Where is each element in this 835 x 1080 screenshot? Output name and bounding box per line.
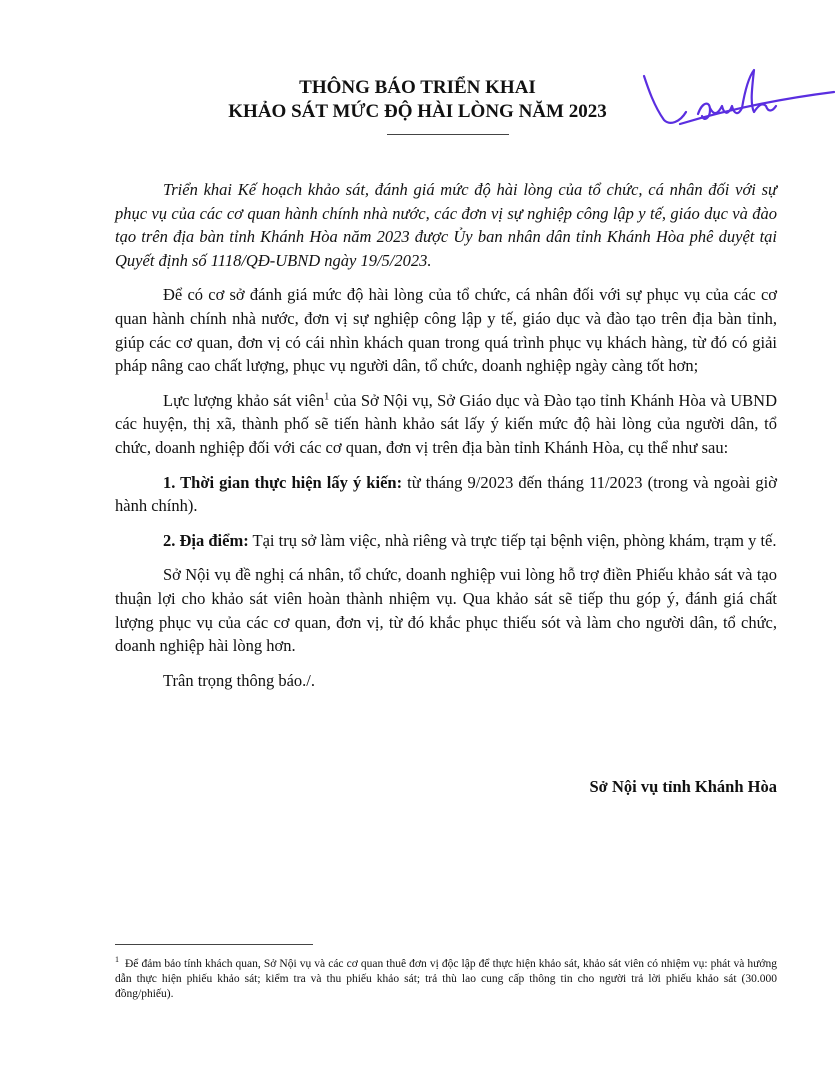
survey-force-text-end: của Sở Nội vụ, Sở Giáo dục và Đào tạo tỉnh Khánh Hòa và UBND các huyện, thị xã, thành phố sẽ tiến hành khảo sát lấy ý kiến mức độ hài lòng của người dân, tổ chức, doanh nghiệp đối với các cơ quan, đơn vị trên địa bàn tỉnh Khánh Hòa, cụ thể như sau: xyxy=(115,390,777,457)
title-line-1: THÔNG BÁO TRIỂN KHAI xyxy=(299,77,536,98)
location-item-text: Tại trụ sở làm việc, nhà riêng và trực tiếp tại bệnh viện, phòng khám, trạm y tế. xyxy=(248,530,777,550)
time-item-text: từ tháng 9/2023 đến tháng 11/2023 (trong và ngoài giờ hành chính). xyxy=(115,472,777,516)
footnote-text: Để đảm bảo tính khách quan, Sở Nội vụ và các cơ quan thuê đơn vị độc lập để thực hiện khảo sát, khảo sát viên có nhiệm vụ: phát và hướng dẫn thực hiện phiếu khảo sát; kiểm tra và thu phiếu khảo sát; trả thù lao cung cấp thông tin cho người trả lời phiếu khảo sát (30.000 đồng/phiếu). xyxy=(115,957,777,1000)
document-body xyxy=(115,178,777,703)
survey-force-paragraph xyxy=(115,389,777,460)
intro-paragraph: Triển khai Kế hoạch khảo sát, đánh giá mức độ hài lòng của tổ chức, cá nhân đối với sự phục vụ của các cơ quan hành chính nhà nước, các đơn vị sự nghiệp công lập y tế, giáo dục và đào tạo trên địa bàn tỉnh Khánh Hòa năm 2023 được Ủy ban nhân dân tỉnh Khánh Hòa phê duyệt tại Quyết định số 1118/QĐ-UBND ngày 19/5/2023. xyxy=(115,180,777,270)
footnote-mark: 1 xyxy=(115,955,119,964)
signoff: Sở Nội vụ tỉnh Khánh Hòa xyxy=(589,777,777,796)
request-paragraph: Sở Nội vụ đề nghị cá nhân, tổ chức, doanh nghiệp vui lòng hỗ trợ điền Phiếu khảo sát và tạo thuận lợi cho khảo sát viên hoàn thành nhiệm vụ. Qua khảo sát sẽ tiếp thu góp ý, đánh giá chất lượng phục vụ của các cơ quan, đơn vị, từ đó khắc phục thiếu sót và làm cho người dân, tổ chức, doanh nghiệp hài lòng hơn. xyxy=(115,565,777,656)
title-line-2: KHẢO SÁT MỨC ĐỘ HÀI LÒNG NĂM 2023 xyxy=(228,101,607,122)
time-item xyxy=(115,471,777,518)
footnote-separator xyxy=(115,944,313,945)
document-title xyxy=(115,76,720,124)
location-item xyxy=(115,529,777,553)
purpose-paragraph: Để có cơ sở đánh giá mức độ hài lòng của tổ chức, cá nhân đối với sự phục vụ của các cơ quan hành chính nhà nước, đơn vị sự nghiệp công lập y tế, giáo dục và đào tạo trên địa bàn tỉnh, giúp các cơ quan, đơn vị có cái nhìn khách quan trong quá trình phục vụ khách hàng, từ đó có giải pháp nâng cao chất lượng, phục vụ người dân, tổ chức, doanh nghiệp ngày càng tốt hơn; xyxy=(115,285,777,376)
title-underline xyxy=(387,134,509,135)
footnote-reference[interactable]: 1 xyxy=(324,391,330,403)
location-item-label: 2. Địa điểm: xyxy=(163,530,249,550)
survey-force-text-start: Lực lượng khảo sát viên xyxy=(163,390,325,410)
time-item-label: 1. Thời gian thực hiện lấy ý kiến: xyxy=(163,472,403,492)
footnote xyxy=(115,952,777,1002)
handwritten-signature xyxy=(640,62,835,134)
closing-line: Trân trọng thông báo./. xyxy=(163,670,316,690)
